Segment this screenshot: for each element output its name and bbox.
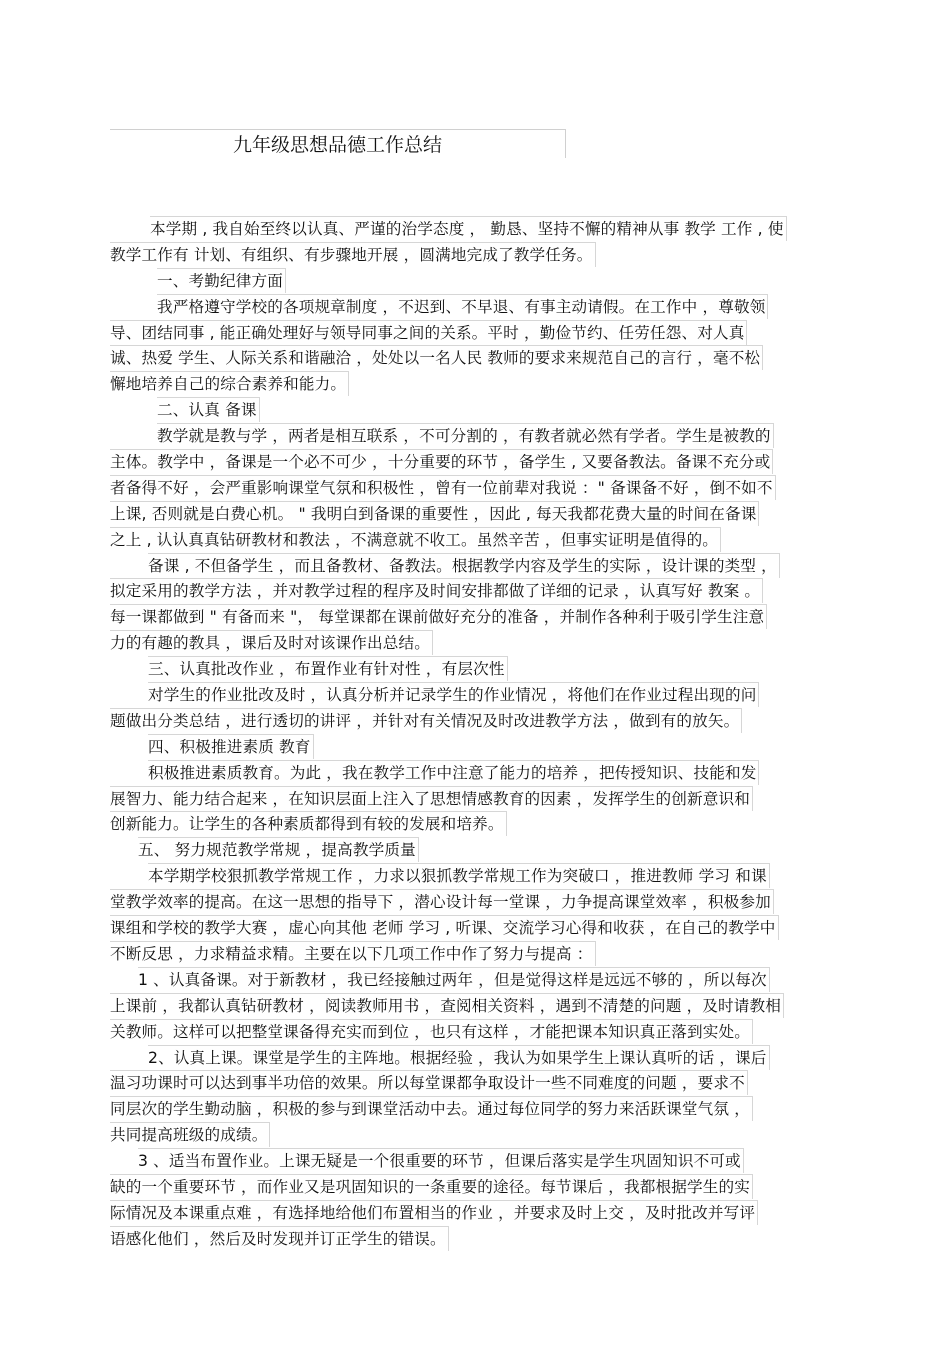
text-line-content: 三、认真批改作业 ，布置作业有针对性 ，有层次性 — [148, 656, 508, 681]
text-line-content: 导、团结同事 , 能正确处理好与领导同事之间的关系。平时 ，勤俭节约、任劳任怨、对人真 — [110, 320, 747, 345]
text-line — [110, 811, 865, 837]
text-line — [110, 345, 865, 371]
text-line — [110, 786, 865, 812]
text-line — [110, 630, 865, 656]
text-line — [110, 993, 865, 1019]
text-line-content: 诚、热爱 学生、人际关系和谐融洽 ，处处以一名人民 教师的要求来规范自己的言行 ，毫不松 — [110, 345, 763, 370]
text-line — [110, 967, 865, 993]
text-line — [110, 889, 865, 915]
text-line — [110, 397, 865, 423]
text-line-content: 不断反思 ，力求精益求精。主要在以下几项工作中作了努力与提高 ： — [110, 941, 596, 966]
text-line-content: 教学工作有 计划、有组织、有步骤地开展 ，圆满地完成了教学任务。 — [110, 242, 596, 267]
text-line-content: 主体。教学中 ，备课是一个必不可少 ，十分重要的环节 ，备学生 , 又要备教法。备课不充分或 — [110, 449, 773, 474]
text-line-content: 堂教学效率的提高。在这一思想的指导下 ，潜心设计每一堂课 ，力争提高课堂效率 ，积极参加 — [110, 889, 774, 914]
text-line — [110, 553, 865, 579]
text-line-content: 展智力、能力结合起来 ，在知识层面上注入了思想情感教育的因素 ，发挥学生的创新意识和 — [110, 786, 753, 811]
text-line-content: 二、认真 备课 — [157, 397, 260, 422]
text-line-content: 五、 努力规范教学常规 ，提高教学质量 — [138, 837, 419, 862]
text-line — [110, 423, 865, 449]
text-line-content: 关教师。这样可以把整堂课备得充实而到位 ，也只有这样 ，才能把课本知识真正落到实处。 — [110, 1019, 753, 1044]
text-line — [110, 941, 865, 967]
text-line — [110, 268, 865, 294]
text-line-content: 上课, 否则就是白费心机。 " 我明白到备课的重要性 ，因此 , 每天我都花费大量的时间在备课 — [110, 501, 759, 526]
text-line-content: 语感化他们 ，然后及时发现并订正学生的错误。 — [110, 1226, 449, 1251]
text-line-content: 积极推进素质教育。为此 ，我在教学工作中注意了能力的培养 ，把传授知识、技能和发 — [148, 760, 759, 785]
text-line-content: 温习功课时可以达到事半功倍的效果。所以每堂课都争取设计一些不同难度的问题 ，要求不 — [110, 1070, 748, 1095]
text-line — [110, 294, 865, 320]
text-line-content: 题做出分类总结 ，进行透切的讲评 ，并针对有关情况及时改进教学方法 ，做到有的放矢。 — [110, 708, 742, 733]
text-line — [110, 501, 865, 527]
text-line-content: 者备得不好 ，会严重影响课堂气氛和积极性 ，曾有一位前辈对我说 ：" 备课备不好 ，倒不如不 — [110, 475, 776, 500]
text-line — [110, 449, 865, 475]
text-line — [110, 656, 865, 682]
text-line-content: 创新能力。让学生的各种素质都得到有较的发展和培养。 — [110, 811, 507, 836]
text-line-content: 同层次的学生勤动脑 ，积极的参与到课堂活动中去。通过每位同学的努力来活跃课堂气氛 ， — [110, 1096, 753, 1121]
text-line — [110, 604, 865, 630]
document-body — [110, 216, 865, 1252]
text-line — [110, 1070, 865, 1096]
text-line — [110, 1096, 865, 1122]
text-line-content: 每一课都做到 " 有备而来 "， 每堂课都在课前做好充分的准备 ，并制作各种利于吸引学生注意 — [110, 604, 767, 629]
text-line — [110, 1045, 865, 1071]
text-line — [110, 578, 865, 604]
text-line — [110, 915, 865, 941]
document-title: 九年级思想品德工作总结 — [232, 134, 442, 156]
text-line-content: 课组和学校的教学大赛 ，虚心向其他 老师 学习 , 听课、交流学习心得和收获 ，在自己的教学中 — [110, 915, 779, 940]
text-line-content: 本学期 , 我自始至终以认真、严谨的治学态度 ， 勤恳、坚持不懈的精神从事 教学 工作 , 使 — [150, 216, 787, 241]
text-line-content: 缺的一个重要环节 ，而作业又是巩固知识的一条重要的途径。每节课后 ，我都根据学生的实 — [110, 1174, 753, 1199]
text-line-content: 一、考勤纪律方面 — [157, 268, 286, 293]
text-line — [110, 734, 865, 760]
text-line — [110, 760, 865, 786]
text-line — [110, 708, 865, 734]
text-line — [110, 863, 865, 889]
text-line-content: 3 、适当布置作业。上课无疑是一个很重要的环节 ，但课后落实是学生巩固知识不可或 — [138, 1148, 744, 1173]
text-line — [110, 1226, 865, 1252]
text-line — [110, 1200, 865, 1226]
text-line-content: 力的有趣的教具 ，课后及时对该课作出总结。 — [110, 630, 433, 655]
text-line-content: 我严格遵守学校的各项规章制度 ，不迟到、不早退、有事主动请假。在工作中 ，尊敬领 — [157, 294, 768, 319]
text-line — [110, 1174, 865, 1200]
text-line — [110, 475, 865, 501]
text-line-content: 2、认真上课。课堂是学生的主阵地。根据经验 ，我认为如果学生上课认真听的话 ，课后 — [148, 1045, 770, 1070]
text-line — [110, 216, 865, 242]
text-line — [110, 320, 865, 346]
text-line-content: 教学就是教与学 ，两者是相互联系 ，不可分割的 ，有教者就必然有学者。学生是被教的 — [157, 423, 774, 448]
text-line — [110, 1122, 865, 1148]
text-line-content: 1 、认真备课。对于新教材 ，我已经接触过两年 ，但是觉得这样是远远不够的 ，所以每次 — [138, 967, 770, 992]
text-line-content: 四、积极推进素质 教育 — [148, 734, 314, 759]
text-line — [110, 1019, 865, 1045]
text-line-content: 拟定采用的教学方法 ，并对教学过程的程序及时间安排都做了详细的记录 ，认真写好 教案 。 — [110, 578, 763, 603]
text-line — [110, 1148, 865, 1174]
text-line-content: 懈地培养自己的综合素养和能力。 — [110, 371, 349, 396]
text-line-content: 共同提高班级的成绩。 — [110, 1122, 270, 1147]
text-line-content: 对学生的作业批改及时 ，认真分析并记录学生的作业情况 ，将他们在作业过程出现的问 — [148, 682, 759, 707]
text-line — [110, 682, 865, 708]
text-line-content: 上课前 ，我都认真钻研教材 ，阅读教师用书 ，查阅相关资料 ，遇到不清楚的问题 ，及时请教相 — [110, 993, 784, 1018]
text-line-content: 本学期学校狠抓教学常规工作 ，力求以狠抓教学常规工作为突破口 ，推进教师 学习 和课 — [148, 863, 770, 888]
text-line — [110, 242, 865, 268]
text-line — [110, 837, 865, 863]
text-line — [110, 527, 865, 553]
text-line-content: 备课 , 不但备学生 ，而且备教材、备教法。根据教学内容及学生的实际 ，设计课的类型 ， — [148, 553, 780, 578]
text-line-content: 际情况及本课重点难 ，有选择地给他们布置相当的作业 ，并要求及时上交 ，及时批改并写评 — [110, 1200, 758, 1225]
text-line — [110, 371, 865, 397]
text-line-content: 之上 , 认认真真钻研教材和教法 ，不满意就不收工。虽然辛苦 ，但事实证明是值得的。 — [110, 527, 721, 552]
